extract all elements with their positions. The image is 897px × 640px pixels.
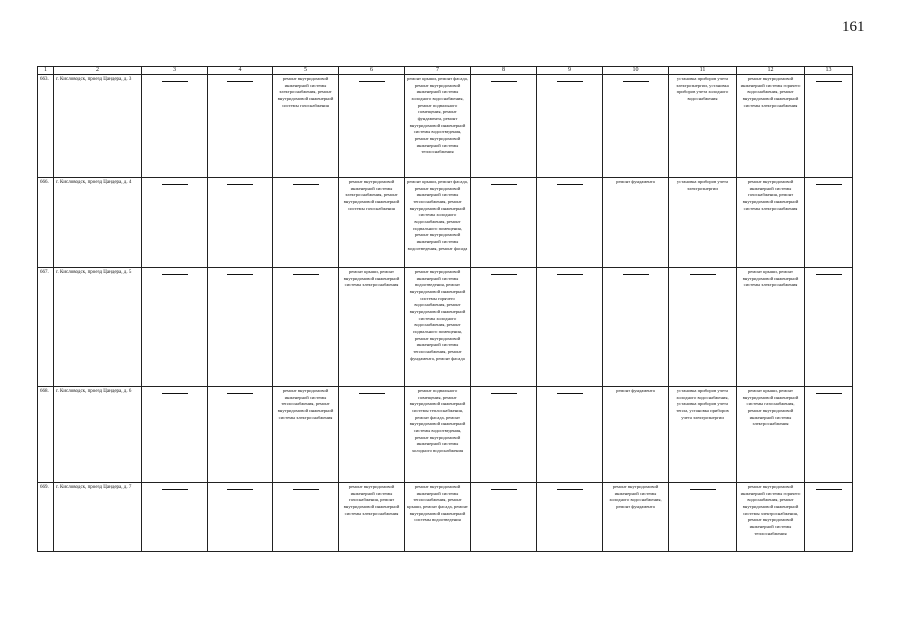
work-description-cell: установка приборов учета электроэнергии [669, 178, 737, 268]
work-description-cell: ремонт крыши, ремонт внутридомовой инженерной системы электроснабжения [339, 268, 405, 387]
work-description-cell: ремонт внутридомовой инженерной системы горячего водоснабжения, ремонт внутридомовой инженерной системы электроснабжения, ремонт внутридомовой инженерной системы теплоснабжения [737, 483, 805, 552]
dash-line [293, 489, 319, 490]
empty-cell-dash [537, 268, 603, 387]
dash-line [227, 184, 253, 185]
work-description-cell: ремонт внутридомовой инженерной системы горячего водоснабжения, ремонт внутридомовой инженерной системы электроснабжения [737, 75, 805, 178]
dash-line [557, 393, 583, 394]
empty-cell-dash [471, 387, 537, 483]
empty-cell-dash [339, 387, 405, 483]
dash-line [690, 274, 716, 275]
row-address: г. Кисловодск, проезд Цандера, д. 5 [54, 268, 142, 387]
empty-cell-dash [603, 268, 669, 387]
row-number: 666. [38, 178, 54, 268]
empty-cell-dash [142, 75, 208, 178]
dash-line [623, 81, 649, 82]
dash-line [227, 81, 253, 82]
row-address: г. Кисловодск, проезд Цандера, д. 6 [54, 387, 142, 483]
row-address: г. Кисловодск, проезд Цандера, д. 3 [54, 75, 142, 178]
work-description-cell: ремонт фундамента [603, 178, 669, 268]
dash-line [491, 274, 517, 275]
column-header-13: 13 [805, 67, 853, 75]
dash-line [557, 184, 583, 185]
dash-line [227, 274, 253, 275]
row-number: 663. [38, 75, 54, 178]
column-header-7: 7 [405, 67, 471, 75]
table-row [38, 483, 853, 552]
column-header-10: 10 [603, 67, 669, 75]
empty-cell-dash [805, 268, 853, 387]
work-description-cell: ремонт внутридомовой инженерной системы газоснабжения, ремонт внутридомовой инженерной системы электроснабжения [339, 483, 405, 552]
dash-line [293, 274, 319, 275]
work-description-cell: ремонт крыши, ремонт внутридомовой инженерной системы газоснабжения, ремонт внутридомовой инженерной системы электроснабжения [737, 387, 805, 483]
empty-cell-dash [669, 483, 737, 552]
empty-cell-dash [273, 483, 339, 552]
empty-cell-dash [805, 483, 853, 552]
dash-line [227, 489, 253, 490]
empty-cell-dash [603, 75, 669, 178]
column-header-2: 2 [54, 67, 142, 75]
work-description-cell: ремонт крыши, ремонт внутридомовой инженерной системы электроснабжения [737, 268, 805, 387]
column-header-1: 1 [38, 67, 54, 75]
empty-cell-dash [208, 178, 273, 268]
empty-cell-dash [805, 178, 853, 268]
empty-cell-dash [669, 268, 737, 387]
work-description-cell: ремонт внутридомовой инженерной системы теплоснабжения, ремонт крыши, ремонт фасада, ремонт внутридомовой инженерной системы водоотведения [405, 483, 471, 552]
table-row [38, 387, 853, 483]
dash-line [293, 184, 319, 185]
row-number: 669. [38, 483, 54, 552]
empty-cell-dash [273, 268, 339, 387]
empty-cell-dash [208, 483, 273, 552]
dash-line [816, 81, 842, 82]
empty-cell-dash [142, 483, 208, 552]
work-description-cell: ремонт крыши, ремонт фасада, ремонт внутридомовой инженерной системы теплоснабжения, ремонт внутридомовой инженерной системы холодного водоснабжения, ремонт подвального помещения, ремонт внутридомовой инженерной системы водоотведения, ремонт фасада [405, 178, 471, 268]
header-row [38, 67, 853, 75]
work-description-cell: ремонт внутридомовой инженерной системы теплоснабжения, ремонт внутридомовой инженерной системы электроснабжения [273, 387, 339, 483]
dash-line [557, 81, 583, 82]
work-description-cell: ремонт фундамента [603, 387, 669, 483]
page-number: 161 [842, 19, 865, 35]
row-number: 668. [38, 387, 54, 483]
empty-cell-dash [208, 387, 273, 483]
dash-line [162, 274, 188, 275]
empty-cell-dash [208, 268, 273, 387]
dash-line [162, 81, 188, 82]
work-description-cell: ремонт внутридомовой инженерной системы холодного водоснабжения, ремонт фундамента [603, 483, 669, 552]
empty-cell-dash [339, 75, 405, 178]
table-row [38, 75, 853, 178]
table-row [38, 178, 853, 268]
dash-line [162, 393, 188, 394]
column-header-8: 8 [471, 67, 537, 75]
dash-line [162, 489, 188, 490]
column-header-5: 5 [273, 67, 339, 75]
empty-cell-dash [142, 178, 208, 268]
work-description-cell: ремонт внутридомовой инженерной системы водоотведения, ремонт внутридомовой инженерной системы горячего водоснабжения, ремонт внутридомовой инженерной системы холодного водоснабжения, ремонт подвального помещения, ремонт внутридомовой инженерной системы теплоснабжения, ремонт фундамента, ремонт фасада [405, 268, 471, 387]
empty-cell-dash [805, 75, 853, 178]
dash-line [359, 393, 385, 394]
empty-cell-dash [537, 75, 603, 178]
empty-cell-dash [805, 387, 853, 483]
row-address: г. Кисловодск, проезд Цандера, д. 4 [54, 178, 142, 268]
dash-line [162, 184, 188, 185]
dash-line [359, 81, 385, 82]
column-header-11: 11 [669, 67, 737, 75]
dash-line [816, 274, 842, 275]
table-row [38, 268, 853, 387]
column-header-3: 3 [142, 67, 208, 75]
empty-cell-dash [471, 75, 537, 178]
empty-cell-dash [142, 387, 208, 483]
work-description-cell: ремонт внутридомовой инженерной системы электроснабжения, ремонт внутридомовой инженерной системы газоснабжения [273, 75, 339, 178]
work-description-cell: установка приборов учета холодного водоснабжения, установка приборов учета тепла, установка приборов учета электроэнергии [669, 387, 737, 483]
work-description-cell: установка приборов учета электроэнергии, установка приборов учета холодного водоснабжения [669, 75, 737, 178]
empty-cell-dash [537, 178, 603, 268]
row-address: г. Кисловодск, проезд Цандера, д. 7 [54, 483, 142, 552]
row-number: 667. [38, 268, 54, 387]
dash-line [623, 274, 649, 275]
dash-line [816, 184, 842, 185]
dash-line [816, 393, 842, 394]
work-description-cell: ремонт крыши, ремонт фасада, ремонт внутридомовой инженерной системы холодного водоснабжения, ремонт подвального помещения, ремонт фундамента, ремонт внутридомовой инженерной системы водоотведения, ремонт внутридомовой инженерной системы теплоснабжения [405, 75, 471, 178]
dash-line [557, 274, 583, 275]
work-description-cell: ремонт подвального помещения, ремонт внутридомовой инженерной системы теплоснабжения, ремонт фасада, ремонт внутридомовой инженерной системы водоотведения, ремонт внутридомовой инженерной системы холодного водоснабжения [405, 387, 471, 483]
column-header-6: 6 [339, 67, 405, 75]
dash-line [557, 489, 583, 490]
work-description-cell: ремонт внутридомовой инженерной системы газоснабжения, ремонт внутридомовой инженерной системы электроснабжения [737, 178, 805, 268]
empty-cell-dash [208, 75, 273, 178]
dash-line [491, 81, 517, 82]
empty-cell-dash [471, 483, 537, 552]
empty-cell-dash [471, 268, 537, 387]
dash-line [227, 393, 253, 394]
work-description-cell: ремонт внутридомовой инженерной системы электроснабжения, ремонт внутридомовой инженерной системы газоснабжения [339, 178, 405, 268]
column-header-4: 4 [208, 67, 273, 75]
empty-cell-dash [537, 387, 603, 483]
empty-cell-dash [273, 178, 339, 268]
empty-cell-dash [142, 268, 208, 387]
dash-line [491, 489, 517, 490]
column-header-9: 9 [537, 67, 603, 75]
dash-line [491, 184, 517, 185]
dash-line [491, 393, 517, 394]
column-header-12: 12 [737, 67, 805, 75]
empty-cell-dash [537, 483, 603, 552]
empty-cell-dash [471, 178, 537, 268]
repair-schedule-table [37, 66, 853, 552]
dash-line [816, 489, 842, 490]
dash-line [690, 489, 716, 490]
